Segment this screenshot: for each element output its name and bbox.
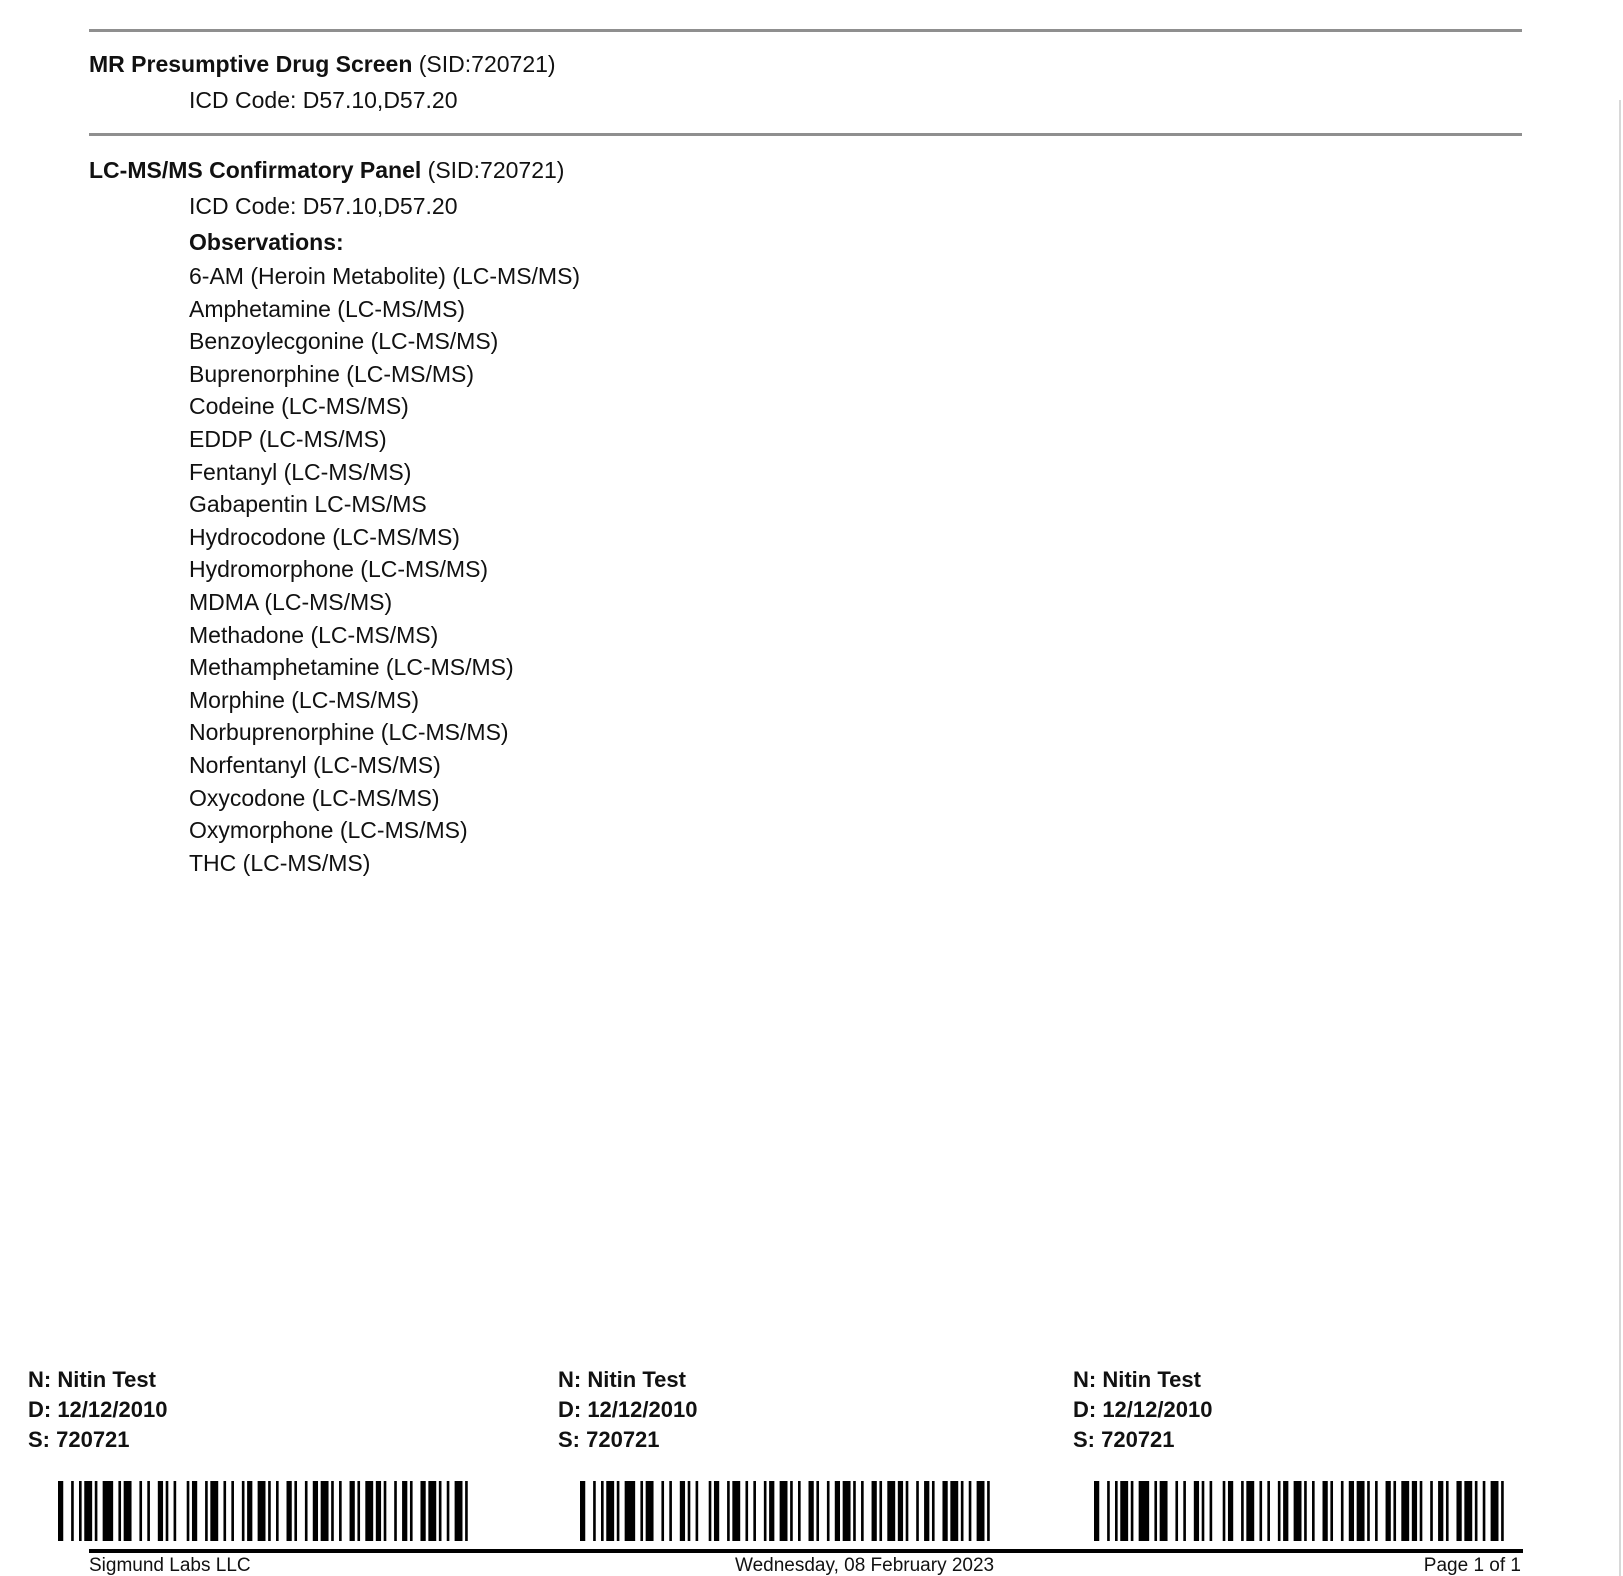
section-title: MR Presumptive Drug Screen <box>89 51 413 77</box>
specimen-label-3 <box>1073 1365 1573 1455</box>
observation-item: THC (LC-MS/MS) <box>189 849 371 876</box>
observation-item: Amphetamine (LC-MS/MS) <box>189 295 466 322</box>
observation-item: Methadone (LC-MS/MS) <box>189 621 439 648</box>
section-sid: (SID:720721) <box>427 157 565 183</box>
barcode-icon <box>1094 1481 1509 1541</box>
observation-item: Hydrocodone (LC-MS/MS) <box>189 523 460 550</box>
specimen-label-1 <box>28 1365 528 1455</box>
label-dob: D: 12/12/2010 <box>1073 1397 1213 1422</box>
section-title-row <box>89 156 564 184</box>
label-sid: S: 720721 <box>1073 1427 1175 1452</box>
label-patient-name: N: Nitin Test <box>28 1367 156 1392</box>
section-divider <box>89 133 1522 136</box>
footer-divider <box>89 1549 1523 1553</box>
observation-item: Oxymorphone (LC-MS/MS) <box>189 817 468 844</box>
barcode-icon <box>580 1481 995 1541</box>
observations-heading: Observations: <box>189 229 344 255</box>
label-dob: D: 12/12/2010 <box>558 1397 698 1422</box>
section-sid: (SID:720721) <box>418 51 556 77</box>
observation-item: Codeine (LC-MS/MS) <box>189 393 409 420</box>
label-sid: S: 720721 <box>558 1427 660 1452</box>
observation-item: MDMA (LC-MS/MS) <box>189 588 393 615</box>
observation-item: Oxycodone (LC-MS/MS) <box>189 784 440 811</box>
label-sid: S: 720721 <box>28 1427 130 1452</box>
footer-company: Sigmund Labs LLC <box>89 1555 251 1576</box>
observation-item: Gabapentin LC-MS/MS <box>189 491 427 518</box>
observation-item: Buprenorphine (LC-MS/MS) <box>189 360 475 387</box>
label-patient-name: N: Nitin Test <box>558 1367 686 1392</box>
observation-item: Hydromorphone (LC-MS/MS) <box>189 556 489 583</box>
observation-item: Morphine (LC-MS/MS) <box>189 686 420 713</box>
icd-code: ICD Code: D57.10,D57.20 <box>189 87 458 113</box>
footer-page-number: Page 1 of 1 <box>1423 1555 1521 1576</box>
observation-item: Benzoylecgonine (LC-MS/MS) <box>189 328 499 355</box>
observation-item: Norbuprenorphine (LC-MS/MS) <box>189 719 509 746</box>
icd-code: ICD Code: D57.10,D57.20 <box>189 193 458 219</box>
observation-item: 6-AM (Heroin Metabolite) (LC-MS/MS) <box>189 263 581 289</box>
specimen-label-2 <box>558 1365 1058 1455</box>
section-divider <box>89 29 1522 32</box>
observation-item: Methamphetamine (LC-MS/MS) <box>189 654 514 681</box>
label-patient-name: N: Nitin Test <box>1073 1367 1201 1392</box>
observation-item: Fentanyl (LC-MS/MS) <box>189 458 412 485</box>
observation-item: Norfentanyl (LC-MS/MS) <box>189 751 441 778</box>
observations-list <box>189 261 580 880</box>
label-dob: D: 12/12/2010 <box>28 1397 168 1422</box>
footer-date: Wednesday, 08 February 2023 <box>735 1555 995 1576</box>
scrollbar[interactable] <box>1619 100 1621 1576</box>
section-title: LC-MS/MS Confirmatory Panel <box>89 157 422 183</box>
section-title-row <box>89 50 556 78</box>
barcode-icon <box>58 1481 473 1541</box>
observation-item: EDDP (LC-MS/MS) <box>189 425 387 452</box>
